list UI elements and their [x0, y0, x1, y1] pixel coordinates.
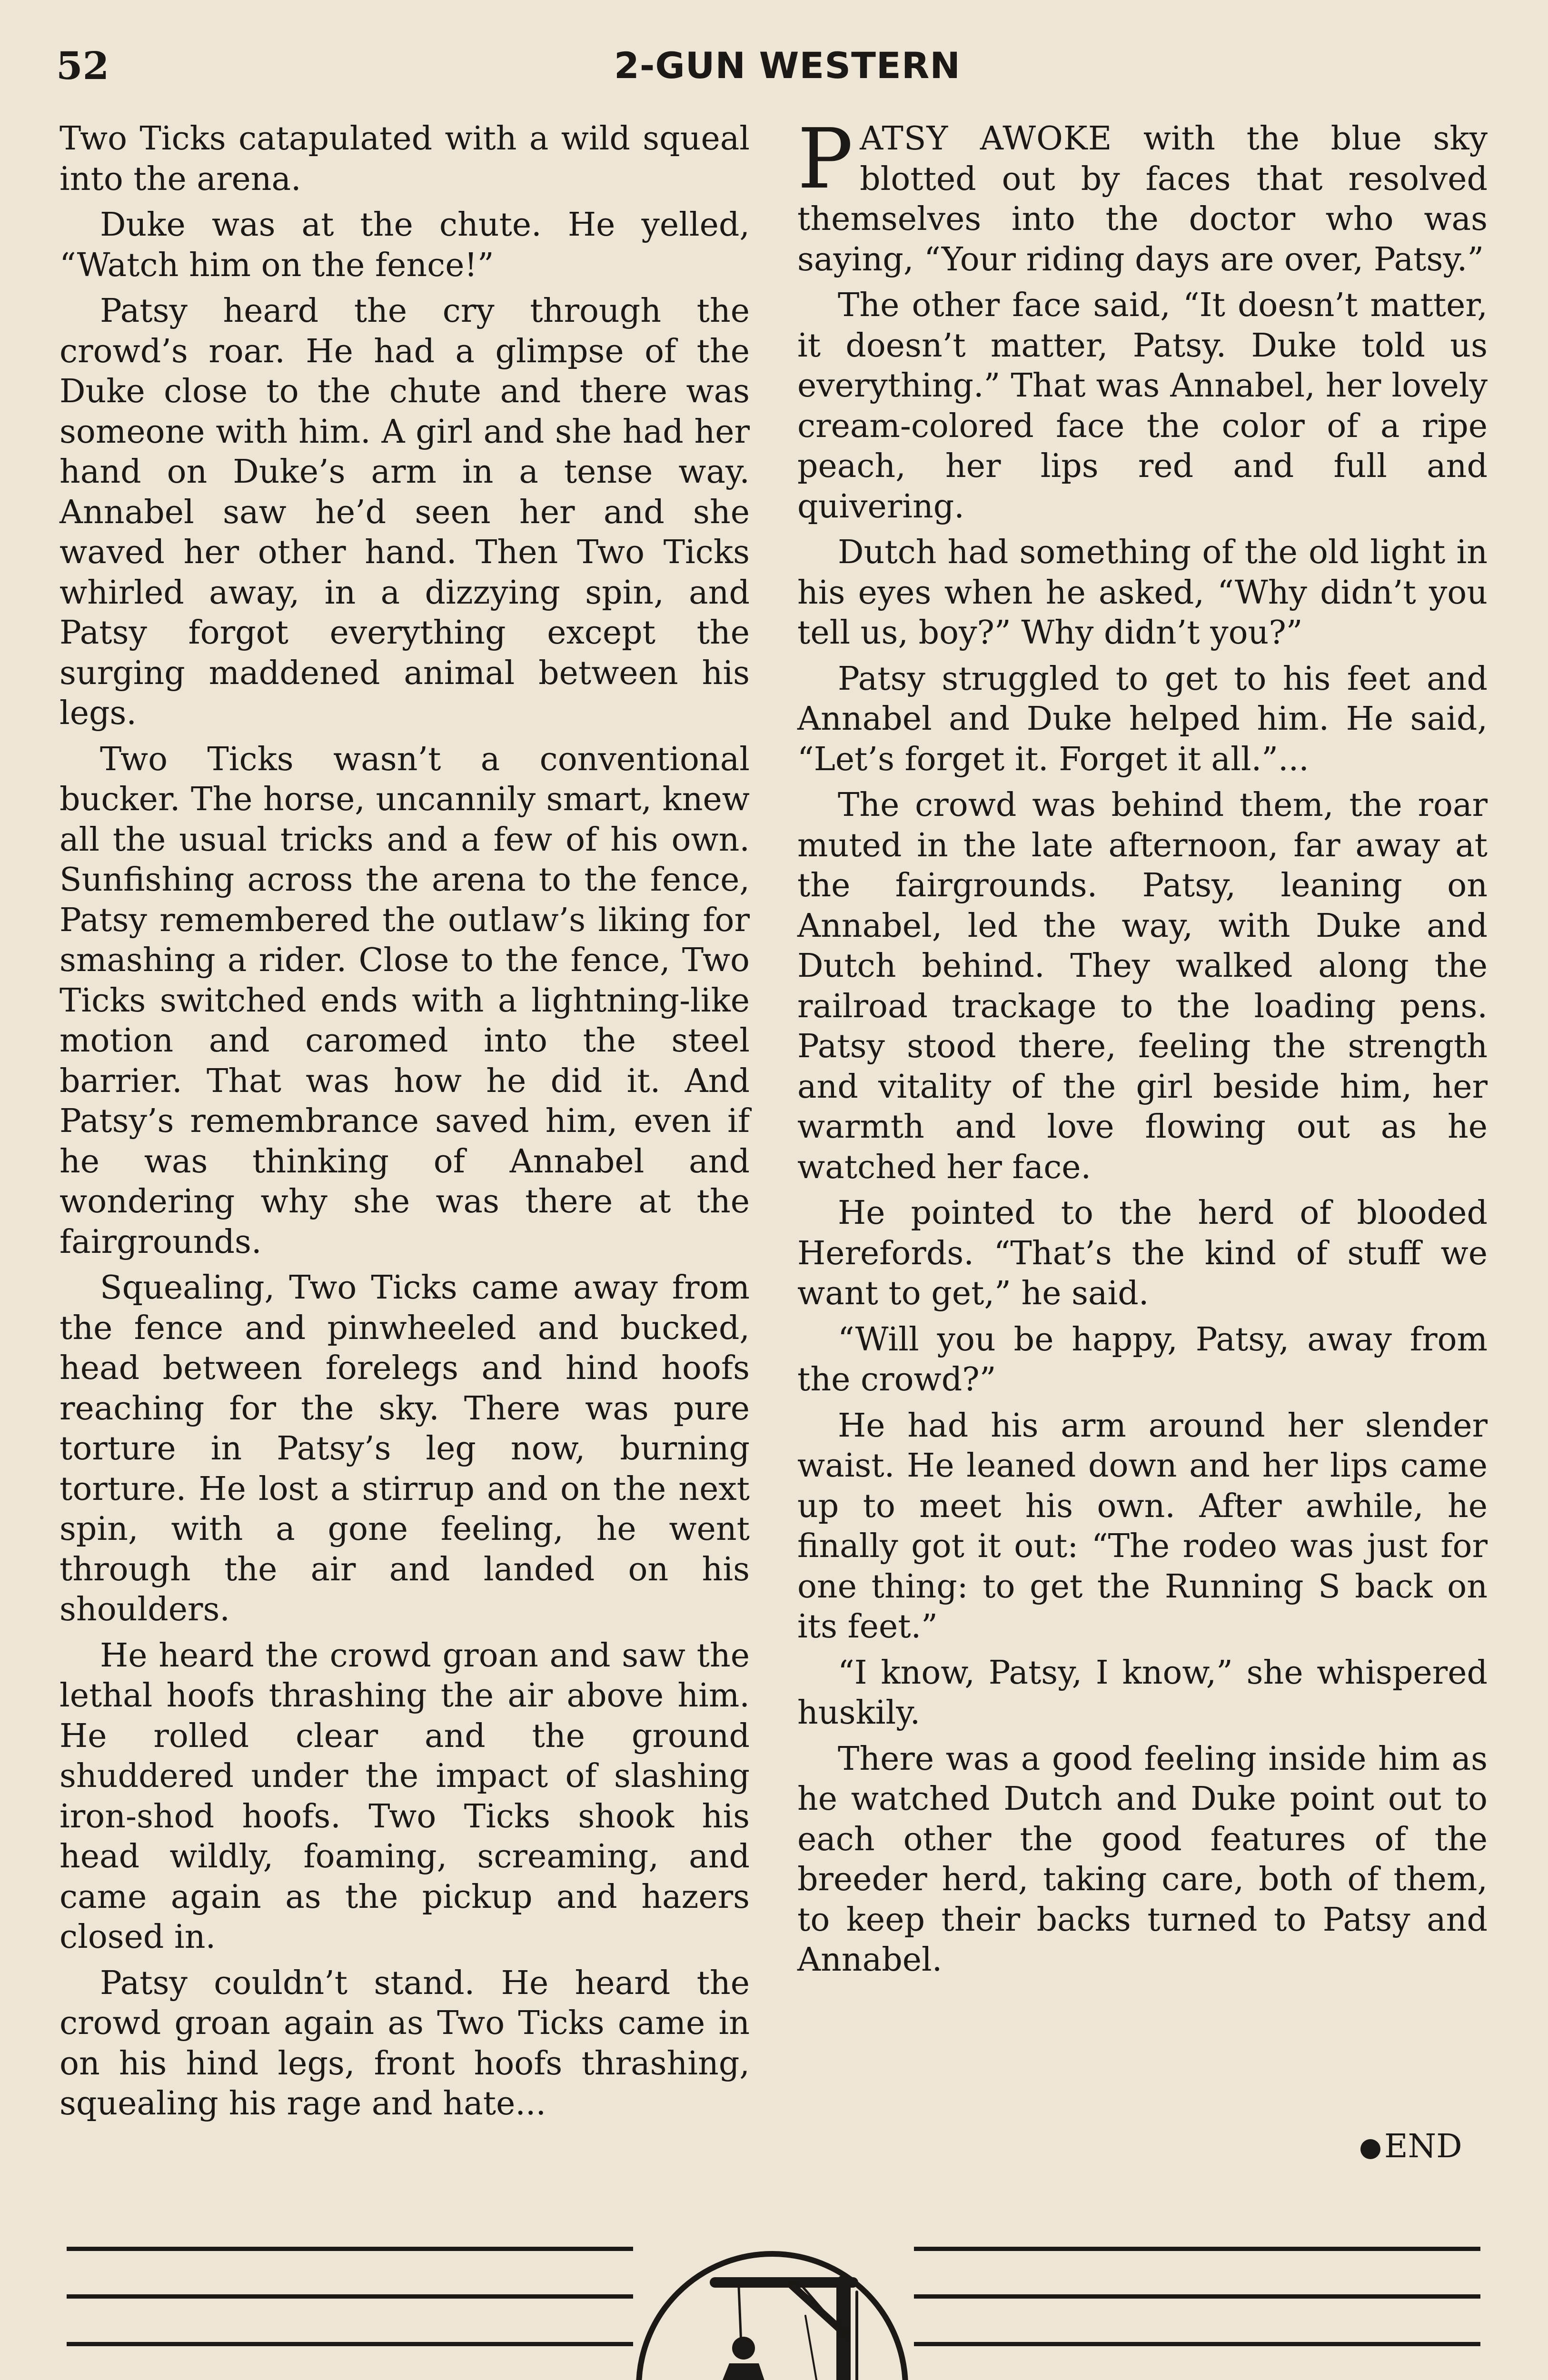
paragraph: There was a good feeling inside him as he watched Dutch and Duke point out to each other the good features of the breeder herd, taking care, both of them, to keep their backs turned to Patsy and Annabel.: [797, 1740, 1488, 1979]
paragraph: Patsy couldn’t stand. He heard the crowd groan again as Two Ticks came in on his hind legs, front hoofs thrashing, squealing his rage and hate...: [60, 1964, 750, 2122]
paragraph: “Will you be happy, Patsy, away from the crowd?”: [797, 1320, 1488, 1398]
paragraph: Two Ticks catapulated with a wild squeal into the arena.: [60, 120, 750, 198]
end-bullet-icon: [1360, 2139, 1380, 2159]
paragraph: Duke was at the chute. He yelled, “Watch him on the fence!”: [60, 206, 750, 284]
right-column: [797, 111, 1488, 1986]
paragraph: He heard the crowd groan and saw the lethal hoofs thrashing the air above him. He rolled clear and the ground shuddered under the impact of slashing iron-shod hoofs. Two Ticks shook his head wildly, foaming, screaming, and came again as the pickup and hazers closed in.: [60, 1636, 750, 1956]
lead-paragraph: [797, 111, 1488, 280]
paragraph: Patsy struggled to get to his feet and Annabel and Duke helped him. He said, “Let’s forget it. Forget it all.”...: [797, 660, 1488, 778]
running-head: 2-GUN WESTERN: [614, 44, 961, 87]
paragraph: “I know, Patsy, I know,” she whispered huskily.: [797, 1654, 1488, 1732]
vignette-circle: [639, 2254, 905, 2380]
decorative-rules-left: [67, 2247, 633, 2380]
rule-line: [67, 2294, 633, 2299]
end-mark: [1360, 2127, 1462, 2167]
gallows-vignette-illustration: [634, 2249, 910, 2380]
paragraph: He pointed to the herd of blooded Herefords. “That’s the kind of stuff we want to get,” he said.: [797, 1194, 1488, 1312]
rule-line: [914, 2247, 1480, 2251]
end-text: END: [1384, 2128, 1462, 2165]
decorative-rules-right: [914, 2247, 1480, 2380]
drop-cap: P: [797, 111, 853, 208]
left-column: [60, 119, 750, 2130]
lead-text: with the blue sky blotted out by faces that resolved themselves into the doctor who was saying, “Your riding days are over, Patsy.”: [797, 120, 1488, 278]
paragraph: The crowd was behind them, the roar muted in the late afternoon, far away at the fairgrounds. Patsy, leaning on Annabel, led the way, with Duke and Dutch behind. They walked along the railroad trackage to the loading pens. Patsy stood there, feeling the strength and vitality of the girl beside him, her warmth and love flowing out as he watched her face.: [797, 786, 1488, 1186]
rule-line: [67, 2342, 633, 2346]
page-number: 52: [56, 43, 109, 88]
paragraph: The other face said, “It doesn’t matter, it doesn’t matter, Patsy. Duke told us everything.” That was Annabel, her lovely cream-colored face the color of a ripe peach, her lips red and full and quivering.: [797, 287, 1488, 526]
lead-caps: ATSY AWOKE: [860, 120, 1112, 158]
paragraph: Patsy heard the cry through the crowd’s roar. He had a glimpse of the Duke close to the chute and there was someone with him. A girl and she had her hand on Duke’s arm in a tense way. Annabel saw he’d seen her and she waved her other hand. Then Two Ticks whirled away, in a dizzying spin, and Patsy forgot everything except the surging maddened animal between his legs.: [60, 292, 750, 732]
paragraph: Squealing, Two Ticks came away from the fence and pinwheeled and bucked, head between forelegs and hind hoofs reaching for the sky. There was pure torture in Patsy’s leg now, burning torture. He lost a stirrup and on the next spin, with a gone feeling, he went through the air and landed on his shoulders.: [60, 1269, 750, 1628]
paragraph: Dutch had something of the old light in his eyes when he asked, “Why didn’t you tell us, boy?” Why didn’t you?”: [797, 534, 1488, 652]
rule-line: [914, 2294, 1480, 2299]
rule-line: [67, 2247, 633, 2251]
paragraph: He had his arm around her slender waist. He leaned down and her lips came up to meet his own. After awhile, he finally got it out: “The rodeo was just for one thing: to get the Running S back on its feet.”: [797, 1407, 1488, 1646]
paragraph: Two Ticks wasn’t a conventional bucker. The horse, uncannily smart, knew all the usual tricks and a few of his own. Sunfishing across the arena to the fence, Patsy remembered the outlaw’s liking for smashing a rider. Close to the fence, Two Ticks switched ends with a lightning-like motion and caromed into the steel barrier. That was how he did it. And Patsy’s remembrance saved him, even if he was thinking of Annabel and wondering why she was there at the fairgrounds.: [60, 740, 750, 1261]
rule-line: [914, 2342, 1480, 2346]
